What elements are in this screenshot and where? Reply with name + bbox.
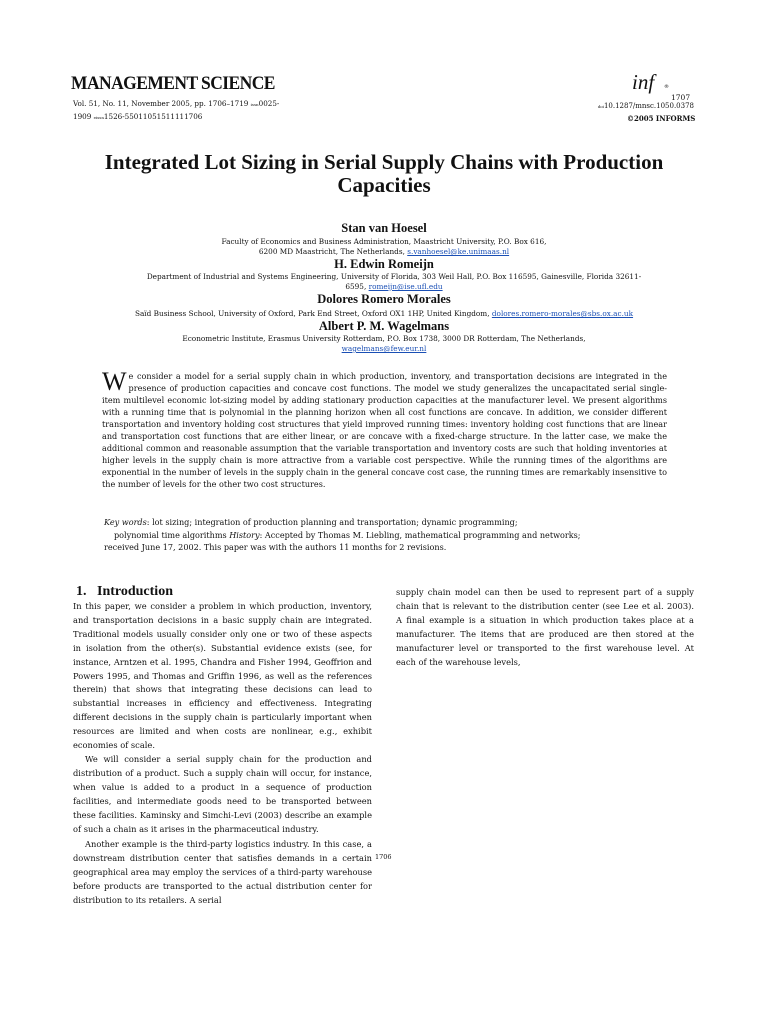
affiliation-line: Faculty of Economics and Business Administration, Maastricht University, P.O. Box 616,	[221, 237, 547, 246]
issn-label: issn	[250, 102, 259, 107]
issn-continued: 1909	[73, 112, 92, 121]
body-paragraph: In this paper, we consider a problem in which production, inventory, and transportation decisions in a basic supply chain are integrated. Traditional models usually consider only one or two of these aspects in isolation from the other(s). Substantial evidence exists (see, for instance, Arntzen et al. 1995, Chandra and Fisher 1994, Geoffrion and Powers 1995, and Thomas and Griffin 1996, as well as the references therein) that shows that integrating these decisions can lead to substantial increases in efficiency and effectiveness. Integrating different decisions in the supply chain is particularly important when resources are limited and when costs are nonlinear, e.g., exhibit economies of scale.	[73, 601, 372, 751]
journal-name: MANAGEMENT SCIENCE	[71, 73, 275, 94]
publisher-logo: inf	[632, 70, 655, 94]
section-title: Introduction	[97, 584, 173, 599]
volume-text: Vol. 51, No. 11, November 2005, pp. 1706–1719	[73, 99, 249, 108]
eissn-label: eissn	[93, 115, 104, 120]
header-page-number: 1707	[671, 93, 691, 102]
author-email-link[interactable]: romeijn@ise.ufl.edu	[368, 282, 443, 291]
author-email-link[interactable]: s.vanhoesel@ke.unimaas.nl	[407, 247, 510, 256]
body-left-column	[73, 600, 372, 908]
doi-label: doi	[597, 104, 604, 109]
author-affiliation	[130, 237, 638, 257]
volume-issue-line	[73, 98, 298, 124]
affiliation-line: 6200 MD Maastricht, The Netherlands,	[258, 247, 405, 256]
section-number: 1.	[76, 584, 87, 599]
author-email-link[interactable]: wagelmans@few.eur.nl	[341, 344, 427, 353]
copyright-line: ©2005 INFORMS	[627, 114, 696, 123]
body-paragraph: We will consider a serial supply chain for the production and distribution of a product. Such a supply chain will occur, for instance, when value is added to a product in a sequence of production facilities, and intermediate goods need to be transported between these facilities. Kaminsky and Simchi-Levi (2003) describe an example of such a chain as it arises in the pharmaceutical industry.	[73, 753, 372, 834]
paper-title: Integrated Lot Sizing in Serial Supply Chains with Production Capacities	[104, 150, 664, 197]
doi-line	[594, 102, 694, 110]
history-text: : Accepted by Thomas M. Liebling, mathematical programming and networks;	[259, 529, 581, 540]
author-name: Dolores Romero Morales	[317, 292, 451, 306]
keywords-text: polynomial time algorithms	[114, 529, 227, 540]
abstract-text: e consider a model for a serial supply chain in which production, inventory, and transportation decisions are integrated in the presence of production capacities and concave cost functions. The model we study generalizes the uncapacitated serial single-item multilevel economic lot-sizing model by adding stationary production capacities at the manufacturer level. We present algorithms with a running time that is polynomial in the planning horizon when all cost functions are concave. In addition, we consider different transportation and inventory holding cost structures that yield improved running times: inventory holding cost functions that are linear and transportation cost functions that are either linear, or are concave with a fixed-charge structure. In the latter case, we make the additional common and reasonable assumption that the variable transportation and inventory costs are such that holding inventories at higher levels in the supply chain is more attractive from a variable cost perspective. While the running times of the algorithms are exponential in the number of levels in the supply chain in the general concave cost case, the running times are remarkably insensitive to the number of levels for the other two cost structures.	[102, 371, 667, 489]
body-paragraph: supply chain model can then be used to represent part of a supply chain that is relevant to the distribution center (see Lee et al. 2003). A final example is a situation in which production takes place at a manufacturer. The items that are produced are then stored at the manufacturer level or transported to the first warehouse level. At each of the warehouse levels,	[396, 587, 694, 667]
keywords-block	[104, 516, 669, 554]
keywords-text: : lot sizing; integration of production planning and transportation; dynamic programming;	[146, 517, 518, 527]
section-heading	[76, 584, 173, 600]
affiliation-line: Econometric Institute, Erasmus University Rotterdam, P.O. Box 1738, 3000 DR Rotterdam, The Netherlands,	[182, 334, 586, 343]
author-name: H. Edwin Romeijn	[334, 257, 434, 271]
author-name: Albert P. M. Wagelmans	[318, 319, 450, 333]
footer-page-number: 1706	[375, 853, 392, 861]
body-paragraph: Another example is the third-party logistics industry. In this case, a downstream distribution center that satisfies demands in a certain geographical area may employ the services of a third-party warehouse before products are transported to the actual distribution center for distribution to its retailers. A serial	[73, 839, 372, 906]
abstract	[102, 367, 667, 490]
affiliation-line: Department of Industrial and Systems Engineering, University of Florida, 303 Weil Hall, P.O. Box 116595, Gainesville, Florida 32611-	[146, 272, 642, 281]
affiliation-line: Saïd Business School, University of Oxford, Park End Street, Oxford OX1 1HP, United Kingdom,	[134, 309, 490, 318]
author-email-link[interactable]: dolores.romero-morales@sbs.ox.ac.uk	[491, 309, 634, 318]
body-right-column	[396, 586, 694, 669]
affiliation-line: 6595,	[345, 282, 367, 291]
author-affiliation	[130, 334, 638, 354]
abstract-dropcap: W	[102, 367, 127, 396]
author-name: Stan van Hoesel	[341, 221, 427, 235]
history-text: received June 17, 2002. This paper was with the authors 11 months for 2 revisions.	[104, 542, 447, 553]
keywords-label: Key words	[104, 517, 147, 527]
registered-mark: ®	[664, 84, 669, 90]
issn-value: 0025-	[258, 99, 280, 108]
eissn-value: 1526-55011051511111706	[103, 112, 203, 121]
author-affiliation	[100, 309, 668, 319]
author-affiliation	[120, 272, 668, 292]
doi-value: 10.1287/mnsc.1050.0378	[603, 102, 694, 110]
history-label: History	[229, 529, 260, 540]
